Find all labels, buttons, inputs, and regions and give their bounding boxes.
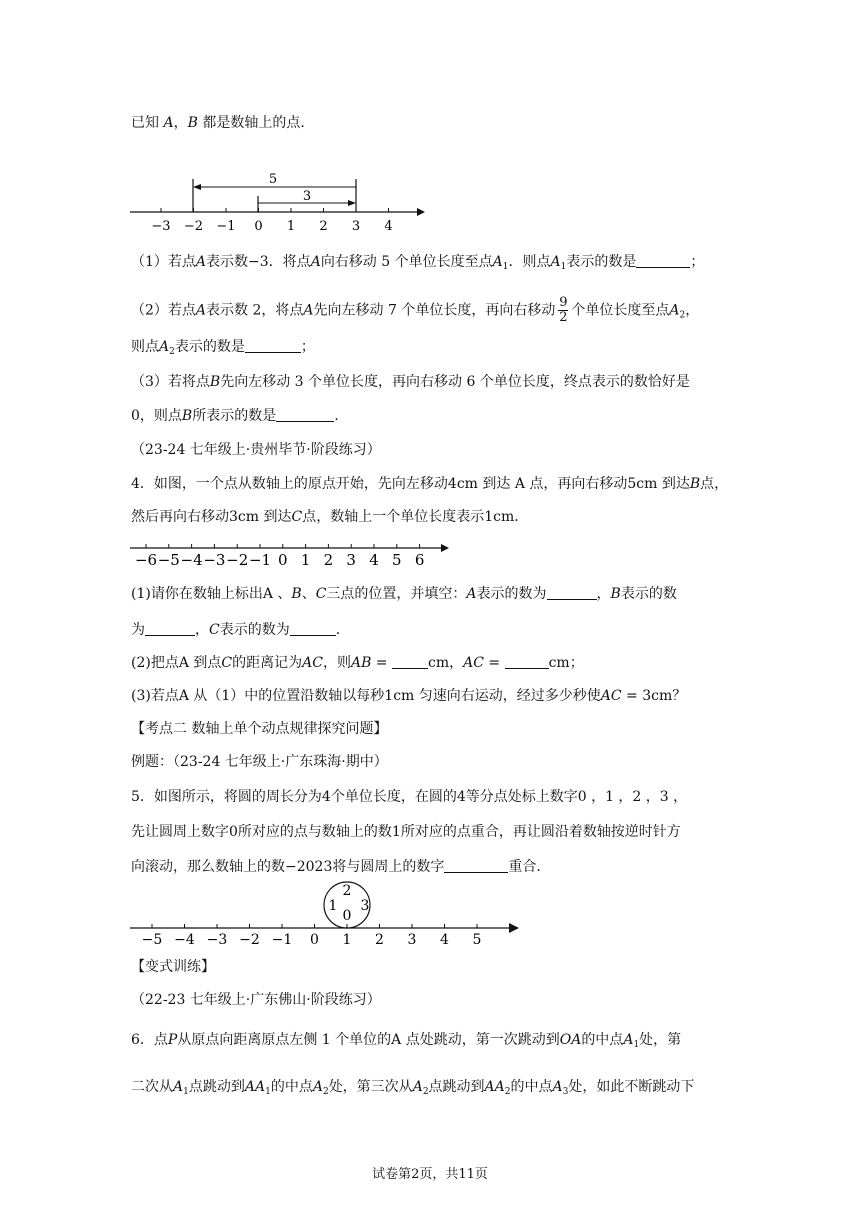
q4-text: 点， (700, 476, 729, 492)
q4-1-text: (1)请你在数轴上标出A 、 (131, 586, 292, 602)
tick-label: 4 (384, 219, 393, 234)
segment-aa2: AA (484, 1079, 505, 1095)
tick-label: −4 (174, 932, 195, 948)
circle-digit-1: 1 (328, 898, 338, 914)
q3-part1 (131, 252, 704, 277)
tick-label: −4 (180, 551, 203, 569)
tick-label: 2 (323, 551, 334, 569)
tick-label: −3 (151, 219, 171, 234)
answer-blank[interactable] (392, 654, 428, 669)
segment-oa: OA (559, 1032, 582, 1048)
q4-2-text: 的距离记为 (232, 655, 303, 671)
q6-text: 6．点 (131, 1032, 168, 1048)
point-a: A (310, 254, 321, 270)
q3-part3-line2 (131, 406, 339, 426)
point-c: C (221, 655, 233, 671)
q4-1-text: 表示的数为 (219, 622, 290, 638)
q6-text: 的中点 (270, 1079, 313, 1095)
tick-label: 3 (351, 219, 361, 234)
answer-blank[interactable] (245, 338, 301, 353)
segment-ac: AC (600, 688, 622, 704)
point-a1: A (623, 1032, 634, 1048)
circle-digit-2: 2 (342, 883, 352, 899)
number-line-figure-1 (125, 170, 425, 240)
punct: . (335, 622, 341, 638)
equals: = (483, 655, 505, 671)
q6-text: 从原点向距离原点左侧 1 个单位的A 点处跳动，第一次跳动到 (177, 1032, 560, 1048)
subscript: 1 (183, 1087, 189, 1097)
q4-line1 (131, 474, 728, 494)
point-a: A (466, 586, 477, 602)
tick-label: −1 (248, 551, 272, 569)
subscript: 1 (265, 1087, 271, 1097)
q6-text: 二次从 (131, 1079, 173, 1095)
answer-blank[interactable] (276, 407, 334, 422)
tick-label: 2 (319, 219, 328, 234)
tick-label: 4 (440, 932, 449, 948)
q4-3-text: (3)若点A 从（1）中的位置沿数轴以每秒1cm 匀速向右运动，经过多少秒使 (131, 688, 601, 704)
q3-part3-line1 (131, 372, 690, 392)
tick-label: 3 (407, 932, 417, 948)
circle-digit-3: 3 (360, 898, 370, 914)
tick-label: 1 (300, 551, 311, 569)
q4-part1-line2 (131, 620, 340, 640)
q3-3-text: 所表示的数是 (192, 408, 277, 424)
tick-label: 0 (278, 551, 288, 569)
point-b: B (291, 586, 302, 602)
tick-label: −2 (183, 219, 204, 234)
tick-label: −2 (226, 551, 249, 569)
point-a: A (303, 302, 314, 319)
point-a: A (195, 254, 207, 270)
intro-text: 已知 (131, 115, 159, 131)
q3-2-text: 表示数 2，将点 (206, 302, 304, 319)
q4-2-text: ，则 (322, 655, 351, 671)
point-p: P (167, 1032, 178, 1048)
topic-heading: 【考点二 数轴上单个动点规律探究问题】 (131, 721, 388, 737)
subscript: 1 (633, 1040, 640, 1050)
tick-label: 4 (369, 551, 379, 569)
q6-line1 (131, 1030, 681, 1055)
q5-text: 向滚动，那么数轴上的数−2023将与圆周上的数字 (131, 859, 445, 875)
subscript: 2 (504, 1087, 511, 1097)
subscript: 2 (322, 1087, 329, 1097)
q3-1-text: 表示的数是 (566, 254, 637, 270)
q6-text: 处，如此不断跳动下 (568, 1079, 695, 1095)
number-line-figure-2 (125, 538, 450, 572)
tick-label: 2 (375, 932, 384, 948)
point-c: C (209, 622, 220, 638)
tick-label: −2 (239, 932, 260, 948)
source-q6: （22-23 七年级上·广东佛山·阶段练习） (131, 992, 381, 1008)
tick-label: −5 (157, 551, 180, 569)
q4-part2 (131, 653, 584, 673)
intro-text: 都是数轴上的点. (202, 115, 305, 131)
q3-1-text: 向右移动 5 个单位长度至点 (320, 254, 493, 270)
q3-3-text: 先向左移动 3 个单位长度，再向右移动 6 个单位长度，终点表示的数恰好是 (220, 374, 690, 390)
answer-blank[interactable] (290, 621, 336, 636)
tick-label: 1 (342, 932, 352, 948)
answer-blank[interactable] (636, 253, 690, 268)
unit: cm， (428, 655, 464, 671)
q4-line2 (131, 507, 528, 527)
q3-1-text: 表示数−3．将点 (206, 254, 311, 270)
q6-text: 点跳动到 (428, 1079, 485, 1095)
punct: ； (690, 254, 705, 270)
q5-line1: 5．如图所示，将圆的周长分为4个单位长度，在圆的4等分点处标上数字0 ，1 ，2 ，3 ， (131, 789, 688, 805)
q3-1-text: ．则点 (508, 254, 551, 270)
q4-2-text: (2)把点A 到点 (131, 655, 222, 671)
answer-blank[interactable] (547, 585, 597, 600)
q4-part3 (131, 686, 686, 706)
point-a: A (195, 302, 207, 319)
tick-label: 5 (472, 932, 482, 948)
page-footer: 试卷第2页，共11页 (372, 1167, 488, 1182)
q4-text: 然后再向右移动3cm 到达 (131, 509, 292, 525)
q3-3-text: （3）若将点 (131, 374, 210, 390)
q4-text: 4．如图，一个点从数轴上的原点开始，先向左移动4cm 到达 A 点，再向右移动5cm 到达 (131, 476, 690, 492)
point-a2: A (669, 302, 680, 319)
answer-blank[interactable] (444, 858, 508, 873)
tick-label: 5 (392, 551, 402, 569)
tick-label: 1 (286, 219, 296, 234)
number-line-figure-3 (125, 880, 525, 950)
example-source: 例题：（23-24 七年级上·广东珠海·期中） (131, 754, 388, 770)
q3-2-text: 表示的数是 (174, 339, 245, 355)
q5-line3 (131, 857, 541, 877)
segment-ac: AC (463, 655, 484, 671)
punct: ， (596, 586, 611, 602)
answer-blank[interactable] (505, 654, 549, 669)
point-a1: A (173, 1079, 184, 1095)
tick-label: −6 (134, 551, 158, 569)
intro-line (131, 113, 305, 133)
point-a3: A (552, 1079, 563, 1095)
punct: . (334, 408, 339, 424)
subscript: 2 (169, 347, 175, 357)
point-b: B (689, 476, 701, 492)
q3-2-text: 则点 (131, 339, 159, 355)
q3-2-text: 个单位长度至点 (571, 302, 670, 319)
q5-text: 重合. (508, 859, 541, 875)
q6-text: 处，第 (639, 1032, 682, 1048)
point-b: B (209, 374, 221, 390)
q3-part2-line2 (131, 337, 315, 362)
dist-long-label: 5 (268, 172, 278, 187)
q4-1-text: 为 (131, 622, 145, 638)
segment-aa1: AA (244, 1079, 266, 1095)
q5-line2: 先让圆周上数字0所对应的点与数轴上的数1所对应的点重合，再让圆沿着数轴按逆时针方 (131, 824, 681, 840)
subscript: 1 (560, 262, 567, 272)
point-b: B (610, 586, 621, 602)
subscript: 1 (502, 262, 509, 272)
q4-1-text: 表示的数为 (476, 586, 547, 602)
point-a-label: A (163, 115, 174, 131)
point-c: C (291, 509, 303, 525)
q6-text: 处，第三次从 (328, 1079, 413, 1095)
punct: ， (195, 622, 209, 638)
segment-ac: AC (302, 655, 323, 671)
circle-digit-0: 0 (342, 908, 352, 924)
point-b-label: B (187, 115, 198, 131)
segment-ab: AB (350, 655, 372, 671)
subscript: 2 (679, 310, 686, 321)
q3-2-text: （2）若点 (131, 302, 196, 319)
tick-label: −1 (271, 932, 293, 948)
q3-part2-line1 (131, 296, 699, 326)
point-a1: A (492, 254, 503, 270)
punct: ； (300, 339, 315, 355)
tick-label: −1 (216, 219, 236, 234)
answer-blank[interactable] (145, 621, 195, 636)
point-a2: A (312, 1079, 323, 1095)
point-b: B (181, 408, 193, 424)
intro-comma: ， (173, 115, 188, 131)
point-a2: A (412, 1079, 423, 1095)
point-a2: A (159, 339, 170, 355)
unit: cm； (548, 655, 584, 671)
q4-1-text: 、 (301, 586, 316, 602)
tick-label: 6 (414, 551, 425, 569)
source-q4: （23-24 七年级上·贵州毕节·阶段练习） (131, 442, 381, 458)
denominator: 2 (559, 310, 568, 325)
subscript: 2 (422, 1087, 429, 1097)
q6-text: 的中点 (581, 1032, 624, 1048)
fraction-nine-halves (558, 296, 568, 325)
q3-3-text: 0，则点 (131, 408, 182, 424)
q4-1-text: 三点的位置，并填空： (326, 586, 467, 602)
q3-2-text: 先向左移动 7 个单位长度，再向右移动 (313, 302, 556, 319)
tick-label: −3 (203, 551, 226, 569)
q6-line2 (131, 1077, 694, 1102)
q4-part1-line1 (131, 584, 677, 604)
q4-1-text: 表示的数 (620, 586, 677, 602)
tick-label: 0 (310, 932, 319, 948)
q4-text: 点，数轴上一个单位长度表示1cm． (302, 509, 529, 525)
point-a1: A (550, 254, 561, 270)
equals: = (371, 655, 392, 671)
dist-short-label: 3 (302, 189, 312, 204)
tick-label: −5 (141, 932, 163, 948)
q6-text: 点跳动到 (188, 1079, 245, 1095)
q6-text: 的中点 (510, 1079, 553, 1095)
tick-label: 3 (346, 551, 356, 569)
punct: ， (685, 302, 700, 319)
q4-3-text: = 3cm？ (621, 688, 687, 704)
numerator: 9 (559, 295, 568, 310)
tick-label: 0 (254, 219, 263, 234)
variant-heading: 【变式训练】 (131, 959, 215, 975)
q3-1-text: （1）若点 (131, 254, 196, 270)
tick-label: −3 (206, 932, 228, 948)
subscript: 3 (562, 1087, 569, 1097)
point-c: C (315, 586, 327, 602)
